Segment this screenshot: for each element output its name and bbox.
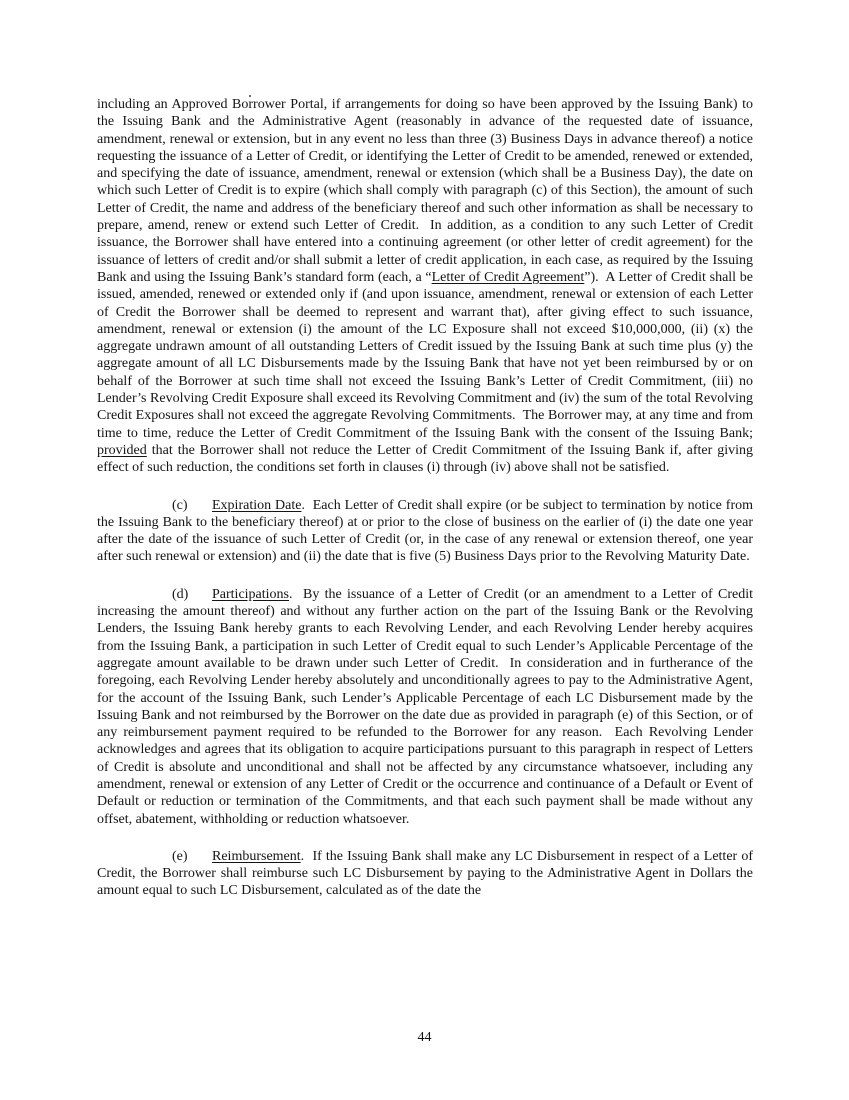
document-text-block [97,96,757,920]
body-text: ”). A Letter of Credit shall be issued, amended, renewed or extended only if (and upon issuance, amendment, renewal or extension of each Letter of Credit the Borrower shall be deemed to represent and warrant that), after giving effect to such issuance, amendment, renewal or extension (i) the amount of the LC Exposure shall not exceed $10,000,000, (ii) (x) the aggregate undrawn amount of all outstanding Letters of Credit issued by the Issuing Bank at such time plus (y) the aggregate amount of all LC Disbursements made by the Issuing Bank that have not yet been reimbursed by or on behalf of the Borrower at such time shall not exceed the Issuing Bank’s Letter of Credit Commitment, (iii) no Lender’s Revolving Credit Exposure shall exceed its Revolving Commitment and (iv) the sum of the total Revolving Credit Exposures shall not exceed the aggregate Revolving Commitments. The Borrower may, at any time and from time to time, reduce the Letter of Credit Commitment of the Issuing Bank with the consent of the Issuing Bank; [97,269,757,441]
paragraph-label: (e) [172,848,188,864]
underlined-text: Letter of Credit Agreement [431,269,585,285]
paragraph-c-expiration-date [97,497,757,566]
underlined-text: Participations [212,586,289,602]
paragraph-continuation [97,96,757,477]
body-text: . By the issuance of a Letter of Credit (or an amendment to a Letter of Credit increasing the amount thereof) and without any further action on the part of the Issuing Bank or the Revolving Lenders, the Issuing Bank hereby grants to each Revolving Lender, and each Revolving Lender hereby acquires from the Issuing Bank, a participation in such Letter of Credit equal to such Lender’s Applicable Percentage of the aggregate amount available to be drawn under such Letter of Credit. In consideration and in furtherance of the foregoing, each Revolving Lender hereby absolutely and unconditionally agrees to pay to the Administrative Agent, for the account of the Issuing Bank, such Lender’s Applicable Percentage of each LC Disbursement made by the Issuing Bank and not reimbursed by the Borrower on the date due as provided in paragraph (e) of this Section, or of any reimbursement payment required to be refunded to the Borrower for any reason. Each Revolving Lender acknowledges and agrees that its obligation to acquire participations pursuant to this paragraph in respect of Letters of Credit is absolute and unconditional and shall not be affected by any circumstance whatsoever, including any amendment, renewal or extension of any Letter of Credit or the occurrence and continuance of a Default or Event of Default or reduction or termination of the Commitments, and that each such payment shall be made without any offset, abatement, withholding or reduction whatsoever. [97,586,757,827]
paragraph-e-reimbursement [97,848,757,900]
body-text: . Each Letter of Credit shall expire (or be subject to termination by notice from the Issuing Bank to the beneficiary thereof) at or prior to the close of business on the earlier of (i) the date one year after the date of the issuance of such Letter of Credit (or, in the case of any renewal or extension thereof, one year after such renewal or extension) and (ii) the date that is five (5) Business Days prior to the Revolving Maturity Date. [97,497,757,565]
page-number: 44 [417,1030,432,1045]
underlined-text: Reimbursement [212,848,301,864]
body-text: including an Approved Borrower Portal, if arrangements for doing so have been approved by the Issuing Bank) to the Issuing Bank and the Administrative Agent (reasonably in advance of the requested date of issuance, amendment, renewal or extension, but in any event no less than three (3) Business Days in advance thereof) a notice requesting the issuance of a Letter of Credit, or identifying the Letter of Credit to be amended, renewed or extended, and specifying the date of issuance, amendment, renewal or extension (which shall be a Business Day), the date on which such Letter of Credit is to expire (which shall comply with paragraph (c) of this Section), the amount of such Letter of Credit, the name and address of the beneficiary thereof and such other information as shall be necessary to prepare, amend, renew or extend such Letter of Credit. In addition, as a condition to any such Letter of Credit issuance, the Borrower shall have entered into a continuing agreement (or other letter of credit agreement) for the issuance of letters of credit and/or shall submit a letter of credit application, in each case, as required by the Issuing Bank and using the Issuing Bank’s standard form (each, a “ [97,97,757,285]
paragraph-label: (d) [172,586,189,602]
underlined-text: provided [97,442,147,458]
paragraph-d-participations [97,586,757,828]
underlined-text: Expiration Date [212,497,302,513]
body-text: that the Borrower shall not reduce the Letter of Credit Commitment of the Issuing Bank if, after giving effect of such reduction, the conditions set forth in clauses (i) through (iv) above shall not be satisfied. [97,442,757,476]
paragraph-label: (c) [172,497,188,513]
body-text: . If the Issuing Bank shall make any LC Disbursement in respect of a Letter of Credit, the Borrower shall reimburse such LC Disbursement by paying to the Administrative Agent in Dollars the amount equal to such LC Disbursement, calculated as of the date the [97,848,757,899]
